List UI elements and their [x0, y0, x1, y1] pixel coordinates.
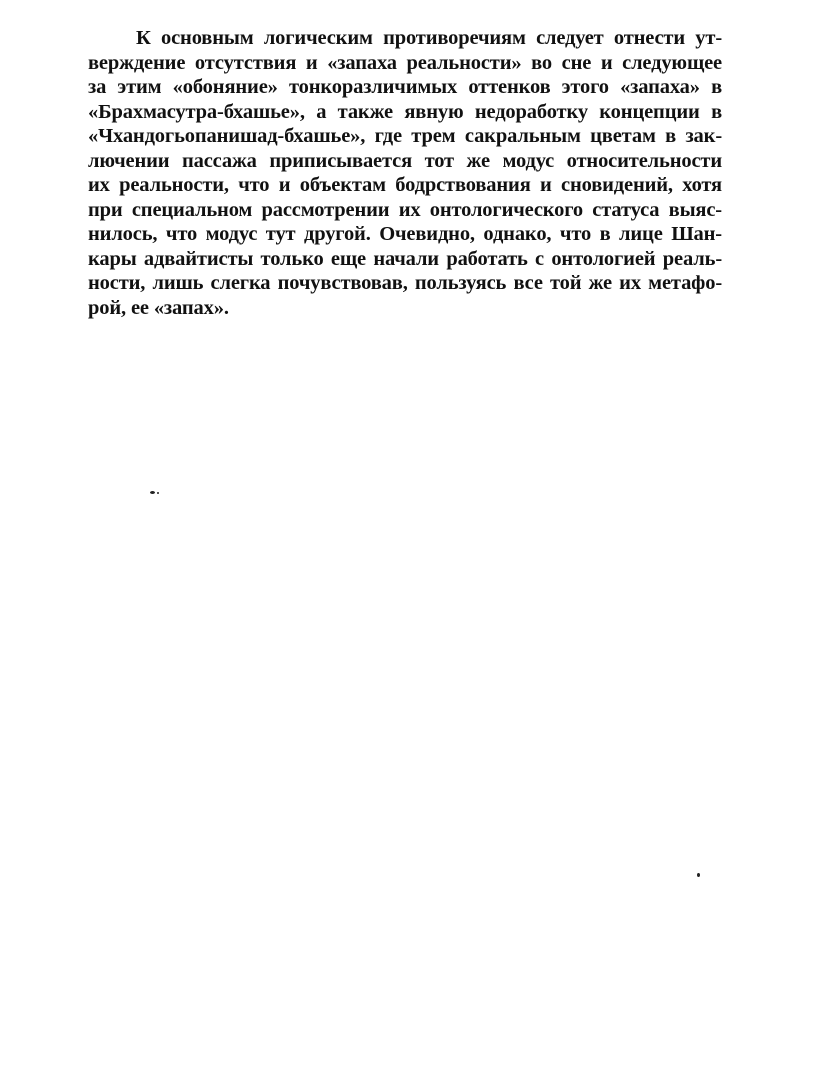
- scan-speck: [697, 873, 700, 877]
- paragraph-line: ности, лишь слегка почувствовав, пользуясь все той же их метафо-: [88, 272, 722, 294]
- body-paragraph: [88, 26, 722, 320]
- paragraph-line: рой, ее «запах».: [88, 296, 229, 319]
- paragraph-line: «Чхандогьопанишад-бхашье», где трем сакральным цветам в зак-: [88, 125, 722, 147]
- paragraph-line: нилось, что модус тут другой. Очевидно, однако, что в лице Шан-: [88, 223, 722, 245]
- scan-speck: [157, 492, 159, 494]
- paragraph-line: при специальном рассмотрении их онтологического статуса выяс-: [88, 198, 722, 221]
- paragraph-line: за этим «обоняние» тонкоразличимых оттенков этого «запаха» в: [88, 76, 722, 98]
- paragraph-line: верждение отсутствия и «запаха реальности» во сне и следующее: [88, 51, 722, 74]
- paragraph-line: лючении пассажа приписывается тот же модус относительности: [88, 149, 722, 172]
- paragraph-line: их реальности, что и объектам бодрствования и сновидений, хотя: [88, 174, 722, 196]
- paragraph-line: кары адвайтисты только еще начали работать с онтологией реаль-: [88, 247, 722, 270]
- scan-speck: [150, 491, 155, 494]
- paragraph-line: «Брахмасутра-бхашье», а также явную недоработку концепции в: [88, 100, 722, 123]
- paragraph-line: К основным логическим противоречиям следует отнести ут-: [136, 27, 722, 49]
